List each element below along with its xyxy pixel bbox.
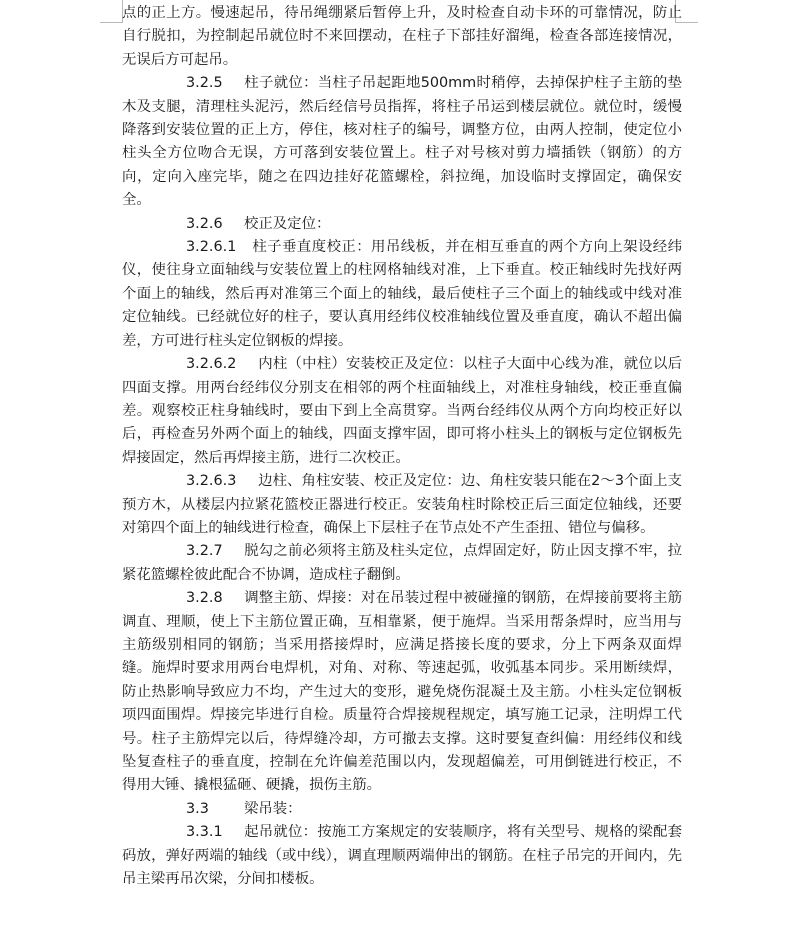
paragraph-3-3-1 (122, 821, 682, 891)
section-number: 3.3 (186, 800, 209, 817)
paragraph-text: 梁吊装： (244, 800, 302, 817)
paragraph-3-2-8 (122, 587, 682, 798)
paragraph-text: 点的正上方。慢速起吊，待吊绳绷紧后暂停上升，及时检查自动卡环的可靠情况，防止自行脱扣，为控制起吊就位时不来回摆动，在柱子下部挂好溜绳，检查各部连接情况，无误后方可起吊。 (122, 5, 682, 68)
section-number: 3.2.6.3 (186, 473, 237, 490)
section-number: 3.2.5 (186, 75, 223, 92)
section-number: 3.2.8 (186, 590, 223, 607)
paragraph-text: 调整主筋、焊接：对在吊装过程中被碰撞的钢筋，在焊接前要将主筋调直、理顺，使上下主筋位置正确，互相靠紧，便于施焊。当采用帮条焊时，应当用与主筋级别相同的钢筋；当采用搭接焊时，应满足搭接长度的要求，分上下两条双面焊缝。施焊时要求用两台电焊机，对角、对称、等速起弧，收弧基本同步。采用断续焊，防止热影响导致应力不均，产生过大的变形，避免烧伤混凝土及主筋。小柱头定位钢板项四面围焊。焊接完毕进行自检。质量符合焊接规程规定，填写施工记录，注明焊工代号。柱子主筋焊完以后，待焊缝冷却，方可撤去支撑。这时要复查纠偏：用经纬仪和线坠复查柱子的垂直度，控制在允许偏差范围以内，发现超偏差，可用倒链进行校正，不得用大锤、撬根猛砸、硬撬，损伤主筋。 (122, 590, 682, 794)
paragraph-3-2-5 (122, 72, 682, 212)
section-number: 3.3.1 (186, 824, 223, 841)
paragraph-3-2-6-2 (122, 353, 682, 470)
paragraph-text: 柱子就位：当柱子吊起距地500mm时稍停，去掉保护柱子主筋的垫木及支腿，清理柱头泥污，然后经信号员指挥，将柱子吊运到楼层就位。就位时，缓慢降落到安装位置的正上方，停住，核对柱子的编号，调整方位，由两人控制，使定位小柱头全方位吻合无误，方可落到安装位置上。柱子对号核对剪力墙插铁（钢筋）的方向，定向入座完毕，随之在四边挂好花篮螺栓，斜拉绳，加设临时支撑固定，确保安全。 (122, 75, 682, 209)
paragraph-3-2-6 (122, 213, 682, 236)
section-number: 3.2.6.2 (186, 356, 237, 373)
section-number: 3.2.6.1 (186, 239, 237, 256)
section-number: 3.2.7 (186, 543, 223, 560)
paragraph-text: 边柱、角柱安装、校正及定位：边、角柱安装只能在2～3个面上支预方木，从楼层内拉紧花篮校正器进行校正。安装角柱时除校正后三面定位轴线，还要对第四个面上的轴线进行检查，确保上下层柱子在节点处不产生歪扭、错位与偏移。 (122, 473, 682, 536)
paragraph-text: 内柱（中柱）安装校正及定位：以柱子大面中心线为准，就位以后四面支撑。用两台经纬仪分别支在相邻的两个柱面轴线上，对准柱身轴线，校正垂直偏差。观察校正柱身轴线时，要由下到上全高贯穿。当两台经纬仪从两个方向均校正好以后，再检查另外两个面上的轴线，四面支撑牢固，即可将小柱头上的钢板与定位钢板先焊接固定，然后再焊接主筋，进行二次校正。 (122, 356, 682, 466)
paragraph-text: 起吊就位：按施工方案规定的安装顺序，将有关型号、规格的梁配套码放，弹好两端的轴线（或中线），调直理顺两端伸出的钢筋。在柱子吊完的开间内，先吊主梁再吊次梁，分间扣楼板。 (122, 824, 682, 888)
paragraph-3-2-6-3 (122, 470, 682, 540)
paragraph-text: 校正及定位： (244, 215, 331, 232)
section-number: 3.2.6 (186, 215, 223, 232)
paragraph-3-2-7 (122, 540, 682, 587)
paragraph-continuation (122, 2, 682, 72)
page-corner-mark-left (100, 0, 123, 23)
paragraph-3-3 (122, 798, 682, 821)
paragraph-3-2-6-1 (122, 236, 682, 353)
paragraph-text: 柱子垂直度校正：用吊线板，并在相互垂直的两个方向上架设经纬仪，使往身立面轴线与安装位置上的柱网格轴线对准，上下垂直。校正轴线时先找好两个面上的轴线，然后再对准第三个面上的轴线，最后使柱子三个面上的轴线或中线对准定位轴线。已经就位好的柱子，要认真用经纬仪校准轴线位置及垂直度，确认不超出偏差，方可进行柱头定位钢板的焊接。 (122, 239, 682, 349)
document-body (122, 2, 682, 891)
paragraph-text: 脱勾之前必须将主筋及柱头定位，点焊固定好，防止因支撑不牢，拉紧花篮螺栓彼此配合不协调，造成柱子翻倒。 (122, 543, 682, 583)
